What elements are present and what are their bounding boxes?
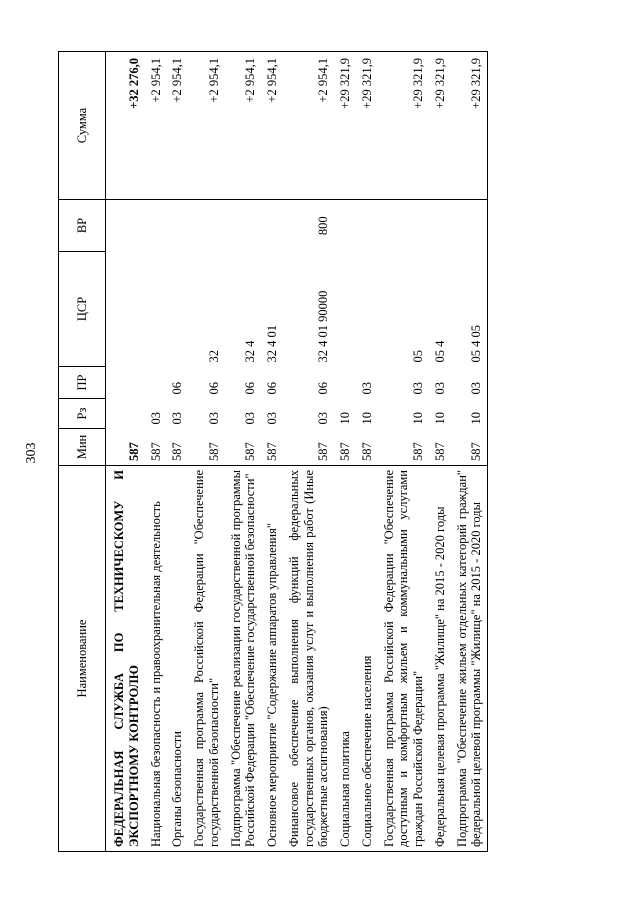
cell-csr: 05 xyxy=(411,350,425,363)
cell-csr xyxy=(145,252,167,367)
table-row xyxy=(225,52,262,852)
cell-pr: 03 xyxy=(432,382,447,395)
cell-sum: +2 954,1 xyxy=(261,52,283,200)
table-row xyxy=(334,52,356,852)
table-row xyxy=(106,52,145,852)
cell-csr: 32 4 xyxy=(243,340,258,363)
cell-vr xyxy=(166,200,188,252)
cell-name: Органы безопасности xyxy=(166,466,188,852)
cell-pr xyxy=(334,367,356,399)
cell-min: 587 xyxy=(265,442,279,461)
cell-csr xyxy=(166,252,188,367)
cell-rz: 10 xyxy=(411,412,425,425)
table-row xyxy=(429,52,451,852)
header-csr: ЦСР xyxy=(59,252,106,367)
cell-vr xyxy=(356,200,378,252)
cell-csr xyxy=(334,252,356,367)
cell-sum: +29 321,9 xyxy=(378,52,429,200)
header-sum: Сумма xyxy=(59,52,106,200)
cell-min: 587 xyxy=(411,442,425,461)
table-row xyxy=(188,52,225,852)
cell-rz xyxy=(106,399,145,429)
cell-pr: 03 xyxy=(411,382,425,395)
cell-vr xyxy=(451,200,488,252)
cell-pr xyxy=(106,367,145,399)
cell-vr xyxy=(188,200,225,252)
cell-rz: 03 xyxy=(148,412,163,425)
cell-csr xyxy=(106,252,145,367)
cell-rz: 03 xyxy=(243,412,258,425)
cell-sum: +32 276,0 xyxy=(106,52,145,200)
cell-name: Государственная программа Российской Федерации "Обеспечение доступным и комфортным жильем и коммунальными услугами граждан Российской Федерации" xyxy=(378,466,429,852)
cell-name: Финансовое обеспечение выполнения функций федеральных государственных органов, оказания услуг и выполнения работ (Иные бюджетные ассигнования) xyxy=(283,466,334,852)
cell-pr: 06 xyxy=(170,382,185,395)
cell-rz: 10 xyxy=(338,412,352,425)
cell-min: 587 xyxy=(451,429,488,466)
header-pr: ПР xyxy=(59,367,106,399)
page-number: 303 xyxy=(24,442,39,464)
cell-sum: +2 954,1 xyxy=(166,52,188,200)
cell-pr xyxy=(145,367,167,399)
cell-name: Социальная политика xyxy=(334,466,356,852)
header-name: Наименование xyxy=(59,466,106,852)
cell-pr: 06 xyxy=(243,382,258,395)
cell-vr: 800 xyxy=(316,216,331,236)
cell-csr: 32 4 01 xyxy=(265,325,279,363)
cell-rz: 10 xyxy=(359,412,374,425)
cell-pr: 03 xyxy=(451,367,488,399)
cell-min: 587 xyxy=(243,442,258,461)
cell-vr xyxy=(429,200,451,252)
table-row xyxy=(166,52,188,852)
cell-pr: 06 xyxy=(316,382,331,395)
cell-rz: 03 xyxy=(206,412,221,425)
cell-rz: 10 xyxy=(432,412,447,425)
cell-min: 587 xyxy=(126,442,141,461)
cell-name: Подпрограмма "Обеспечение жильем отдельных категорий граждан" федеральной целевой программы "Жилище" на 2015 - 2020 годы xyxy=(451,466,488,852)
cell-rz: 03 xyxy=(316,412,331,425)
cell-csr: 32 xyxy=(206,350,221,363)
budget-table-sheet xyxy=(58,52,606,852)
cell-csr xyxy=(356,252,378,367)
header-min: Мин xyxy=(59,429,106,466)
cell-pr: 06 xyxy=(265,382,279,395)
table-row xyxy=(356,52,378,852)
cell-pr: 03 xyxy=(359,382,374,395)
cell-vr xyxy=(334,200,356,252)
cell-csr: 05 4 xyxy=(432,340,447,363)
cell-min: 587 xyxy=(316,442,331,461)
budget-table xyxy=(58,51,488,852)
cell-rz: 10 xyxy=(451,399,488,429)
table-row xyxy=(378,52,429,852)
table-header-row xyxy=(59,52,106,852)
cell-min: 587 xyxy=(148,442,163,461)
cell-csr: 05 4 05 xyxy=(451,252,488,367)
cell-sum: +29 321,9 xyxy=(334,52,356,200)
cell-sum: +2 954,1 xyxy=(225,52,262,200)
cell-sum: +29 321,9 xyxy=(356,52,378,200)
table-row xyxy=(451,52,488,852)
cell-vr xyxy=(106,200,145,252)
cell-vr xyxy=(261,200,283,252)
cell-min: 587 xyxy=(338,442,352,461)
cell-name: Федеральная целевая программа "Жилище" на 2015 - 2020 годы xyxy=(429,466,451,852)
cell-name: ФЕДЕРАЛЬНАЯ СЛУЖБА ПО ТЕХНИЧЕСКОМУ И ЭКСПОРТНОМУ КОНТРОЛЮ xyxy=(106,466,145,852)
cell-min: 587 xyxy=(432,442,447,461)
cell-sum: +2 954,1 xyxy=(283,52,334,200)
cell-csr: 32 4 01 90000 xyxy=(316,290,331,363)
cell-name: Социальное обеспечение населения xyxy=(356,466,378,852)
cell-min: 587 xyxy=(359,442,374,461)
cell-vr xyxy=(145,200,167,252)
cell-name: Основное мероприятие "Содержание аппаратов управления" xyxy=(261,466,283,852)
cell-pr: 06 xyxy=(206,382,221,395)
cell-sum: +29 321,9 xyxy=(429,52,451,200)
cell-sum: +2 954,1 xyxy=(188,52,225,200)
header-rz: Рз xyxy=(59,399,106,429)
cell-min: 587 xyxy=(170,442,185,461)
cell-name: Подпрограмма "Обеспечение реализации государственной программы Российской Федерации "Обеспечение государственной безопасности" xyxy=(225,466,262,852)
cell-name: Государственная программа Российской Федерации "Обеспечение государственной безопасности" xyxy=(188,466,225,852)
cell-name: Национальная безопасность и правоохранительная деятельность xyxy=(145,466,167,852)
cell-rz: 03 xyxy=(170,412,185,425)
table-row xyxy=(261,52,283,852)
cell-sum: +29 321,9 xyxy=(451,52,488,200)
cell-rz: 03 xyxy=(265,412,279,425)
cell-vr xyxy=(378,200,429,252)
cell-vr xyxy=(225,200,262,252)
table-row xyxy=(145,52,167,852)
cell-sum: +2 954,1 xyxy=(145,52,167,200)
table-row xyxy=(283,52,334,852)
header-vr: ВР xyxy=(59,200,106,252)
cell-min: 587 xyxy=(206,442,221,461)
